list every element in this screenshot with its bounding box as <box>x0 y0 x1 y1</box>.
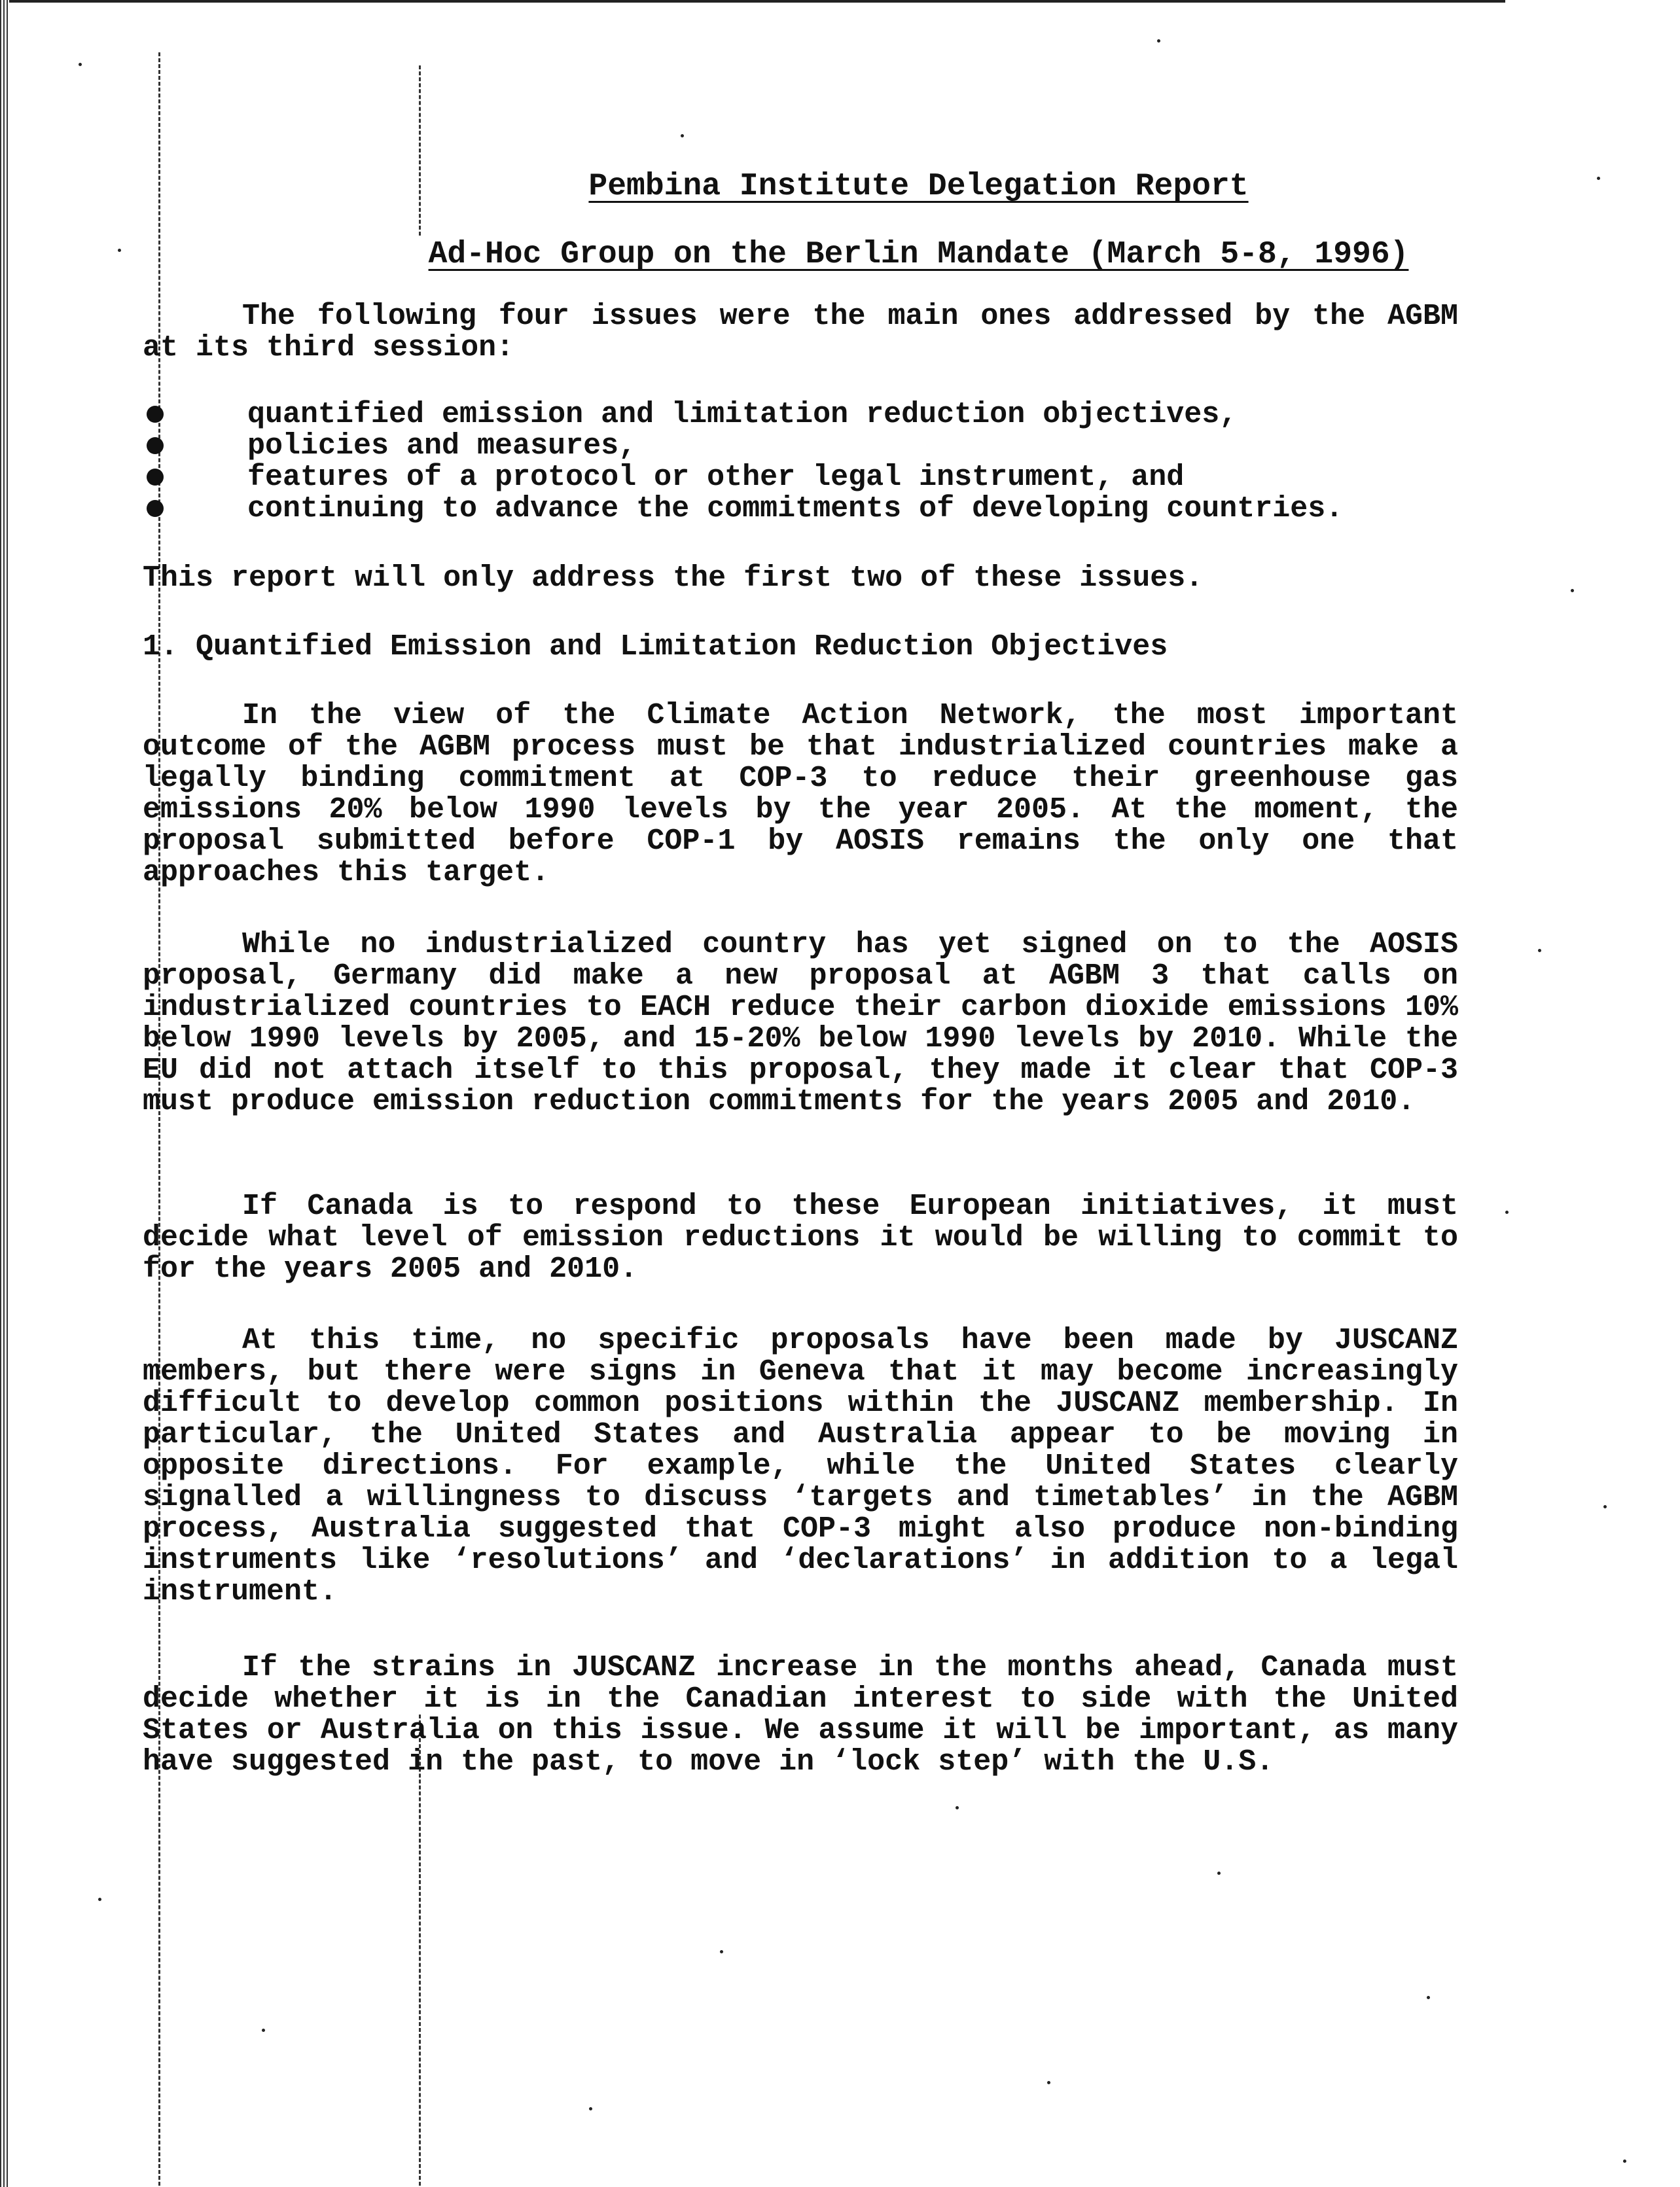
issue-text: features of a protocol or other legal instrument, and <box>247 461 1185 494</box>
scan-speck <box>1217 1872 1221 1875</box>
scan-speck <box>681 134 684 137</box>
scan-speck <box>720 1950 723 1953</box>
body-paragraph: At this time, no specific proposals have been made by JUSCANZ members, but there were signs in Geneva that it may become increasingly difficult to develop common positions within the JUSCANZ membership. In particular, the United States and Australia appear to be moving in opposite directions. For example, while the United States clearly signalled a willingness to discuss ‘targets and timetables’ in the AGBM process, Australia suggested that COP-3 might also produce non-binding instruments like ‘resolutions’ and ‘declarations’ in addition to a legal instrument. <box>143 1324 1458 1609</box>
list-item <box>143 462 1517 493</box>
list-item <box>143 399 1517 431</box>
scan-speck <box>1157 39 1160 43</box>
scan-speck <box>262 2029 265 2032</box>
scan-top-edge <box>0 0 1505 3</box>
body-paragraph: In the view of the Climate Action Network, the most important outcome of the AGBM process must be that industrialized countries make a legally binding commitment at COP-3 to reduce their greenhouse gas emissions 20% below 1990 levels by the year 2005. At the moment, the proposal submitted before COP-1 by AOSIS remains the only one that approaches this target. <box>143 699 1458 889</box>
bullet-icon <box>147 406 164 423</box>
list-item <box>143 431 1517 462</box>
body-paragraph: If the strains in JUSCANZ increase in the months ahead, Canada must decide whether it is in the Canadian interest to side with the United States or Australia on this issue. We assume it will be important, as many have suggested in the past, to move in ‘lock step’ with the U.S. <box>143 1651 1458 1779</box>
scan-line-middle <box>419 65 421 236</box>
issue-text: quantified emission and limitation reduction objectives, <box>247 398 1238 431</box>
issues-list <box>143 399 1517 525</box>
scan-speck <box>1505 1211 1509 1214</box>
body-paragraph: While no industrialized country has yet signed on to the AOSIS proposal, Germany did make a new proposal at AGBM 3 that calls on industrialized countries to EACH reduce their carbon dioxide emissions 10% below 1990 levels by 2005, and 15-20% below 1990 levels by 2010. While the EU did not attach itself to this proposal, they made it clear that COP-3 must produce emission reduction commitments for the years 2005 and 2010. <box>143 928 1458 1118</box>
bullet-icon <box>147 437 164 454</box>
intro-paragraph: The following four issues were the main ones addressed by the AGBM at its third session: <box>143 300 1458 364</box>
scan-speck <box>1603 1505 1607 1508</box>
issue-text: continuing to advance the commitments of developing countries. <box>247 492 1344 525</box>
scan-left-edge <box>0 0 9 2187</box>
scan-speck <box>1623 2160 1626 2163</box>
scan-speck <box>79 63 82 66</box>
scan-speck <box>589 2107 592 2110</box>
scan-speck <box>98 1898 101 1901</box>
list-item <box>143 493 1517 525</box>
scan-speck <box>1427 1996 1430 1999</box>
scan-line-middle-lower <box>419 1715 421 2186</box>
scan-line-left <box>158 52 160 2186</box>
body-paragraph: If Canada is to respond to these European initiatives, it must decide what level of emission reductions it would be willing to commit to for the years 2005 and 2010. <box>143 1190 1458 1286</box>
document-subtitle: Ad-Hoc Group on the Berlin Mandate (March 5-8, 1996) <box>428 237 1409 272</box>
bullet-icon <box>147 500 164 517</box>
scan-speck <box>956 1806 959 1809</box>
document-title: Pembina Institute Delegation Report <box>588 169 1249 204</box>
scan-speck <box>1571 589 1574 592</box>
bullet-icon <box>147 469 164 486</box>
scan-speck <box>1047 2081 1050 2084</box>
issue-text: policies and measures, <box>247 429 637 463</box>
scope-note: This report will only address the first two of these issues. <box>143 561 1204 595</box>
scan-speck <box>1538 949 1541 952</box>
section-heading: 1. Quantified Emission and Limitation Reduction Objectives <box>143 630 1168 664</box>
